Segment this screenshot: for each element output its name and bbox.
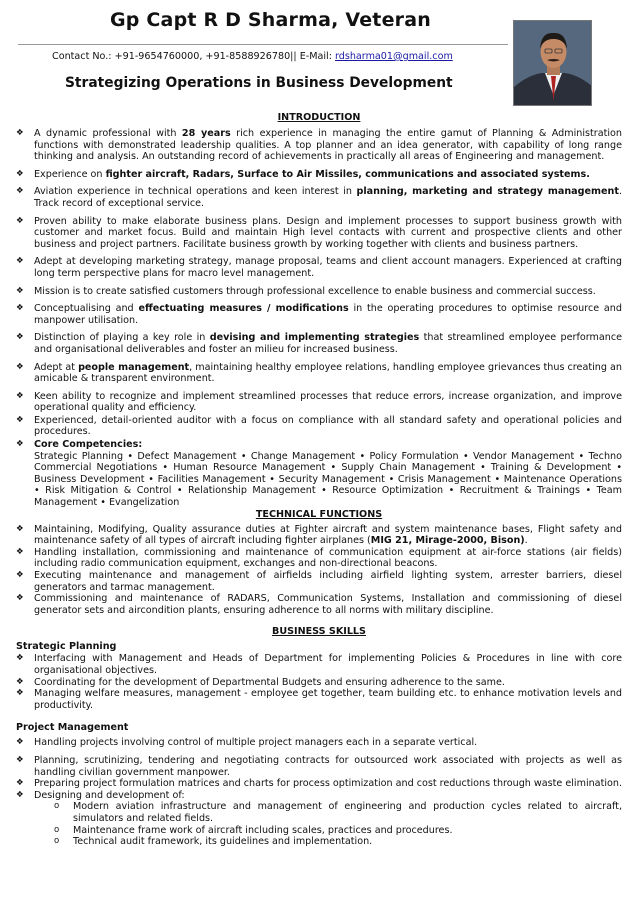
project-item: ❖ Handling projects involving control of multiple project managers each in a separate vertical. — [16, 737, 622, 749]
core-competencies-title: Core Competencies: — [34, 439, 143, 451]
technical-item: ❖ Maintaining, Modifying, Quality assurance duties at Fighter aircraft and system maintenance bases, Flight safety and maintenance safety of all types of aircraft including fighter airplanes (MIG 21, Mirage-2000, Bison). — [16, 524, 622, 547]
header-divider — [18, 44, 508, 45]
technical-item: ❖ Handling installation, commissioning and maintenance of communication equipment at air-force stations (air fields) including radio communication equipment, exchanges and non-directional beacons. — [16, 547, 622, 570]
strategic-item: ❖ Managing welfare measures, management - employee get together, team building etc. to enhance motivation levels and productivity. — [16, 688, 622, 711]
strategic-item: ❖ Coordinating for the development of Departmental Budgets and ensuring adherence to the same. — [16, 677, 622, 689]
core-competencies-text: Strategic Planning • Defect Management • Change Management • Policy Formulation • Vendor Management • Techno Commercial Negotiations • Human Resource Management • Supply Chain Management • Training & Development • Business Development • Facilities Management • Security Management • Crisis Management • Maintenance Operations • Risk Mitigation & Control • Relationship Management • Resource Optimization • Recruitment & Trainings • Team Management • Evangelization — [34, 450, 622, 509]
resume-header — [0, 0, 638, 108]
candidate-name: Gp Capt R D Sharma, Veteran — [110, 9, 431, 31]
technical-list — [16, 524, 622, 617]
project-item: ❖ Designing and development of: o Modern aviation infrastructure and management of engineering and production cycles related to aircraft, simulators and related fields. o Maintenance frame work of aircraft including scales, practices and procedures. o Technical audit framework, its guidelines and implementation. — [16, 790, 622, 848]
email-link[interactable]: rdsharma01@gmail.com — [334, 51, 453, 62]
intro-item: ❖ Adept at developing marketing strategy, manage proposal, teams and client account managers. Experienced at crafting long term perspective plans for macro level management. — [16, 256, 622, 279]
intro-item: ❖ Mission is to create satisfied customers through professional excellence to enable business and commercial success. — [16, 286, 622, 298]
project-management-heading: Project Management — [16, 722, 129, 734]
intro-item: ❖ A dynamic professional with 28 years rich experience in managing the entire gamut of Planning & Administration functions with demonstrated leadership qualities. A top planner and an idea generator, with capability of long range thinking and analysis. An outstanding record of achievements in practically all areas of Engineering and management. — [16, 128, 622, 163]
strategic-planning-heading: Strategic Planning — [16, 641, 117, 653]
business-heading: BUSINESS SKILLS — [272, 626, 366, 638]
design-subitem: o Modern aviation infrastructure and management of engineering and production cycles related to aircraft, simulators and related fields. — [54, 801, 622, 824]
intro-item: ❖ Experience on fighter aircraft, Radars, Surface to Air Missiles, communications and associated systems. — [16, 169, 622, 181]
design-sublist — [54, 801, 622, 847]
technical-heading: TECHNICAL FUNCTIONS — [255, 508, 383, 520]
project-item: ❖ Preparing project formulation matrices and charts for process optimization and cost reductions through waste elimination. — [16, 778, 622, 790]
intro-item: ❖ Conceptualising and effectuating measures / modifications in the operating procedures to optimise resource and manpower utilisation. — [16, 303, 622, 326]
technical-item: ❖ Commissioning and maintenance of RADARS, Communication Systems, Installation and commissioning of diesel generator sets and aircondition plants, ensuring adherence to all norms with military discipline. — [16, 593, 622, 616]
design-subitem: o Technical audit framework, its guidelines and implementation. — [54, 836, 622, 848]
core-competencies — [16, 439, 622, 509]
resume-body — [16, 112, 622, 848]
strategic-item: ❖ Interfacing with Management and Heads of Department for implementing Policies & Procedures in line with core organisational objectives. — [16, 653, 622, 676]
intro-item: ❖ Proven ability to make elaborate business plans. Design and implement processes to support business growth with customer and market focus. Build and maintain High level contacts with current and prospective clients and other business and project partners. Facilitate business growth by working together with clients and business partners. — [16, 216, 622, 251]
introduction-list — [16, 128, 622, 509]
intro-item: ❖ Aviation experience in technical operations and keen interest in planning, marketing and strategy management. Track record of exceptional service. — [16, 186, 622, 209]
project-list — [16, 737, 622, 847]
contact-line — [52, 51, 453, 63]
contact-numbers: Contact No.: +91-9654760000, +91-8588926780|| E-Mail: — [52, 51, 335, 62]
design-subitem: o Maintenance frame work of aircraft including scales, practices and procedures. — [54, 825, 622, 837]
profile-photo — [513, 20, 592, 106]
introduction-heading: INTRODUCTION — [277, 112, 361, 123]
project-item: ❖ Planning, scrutinizing, tendering and negotiating contracts for outsourced work associated with projects as well as handling civilian government manpower. — [16, 755, 622, 778]
intro-item: ❖ Adept at people management, maintaining healthy employee relations, handling employee grievances thus creating an amicable & transparent environment. — [16, 362, 622, 385]
intro-item: ❖ Distinction of playing a key role in devising and implementing strategies that streamlined employee performance and organisational deliverables and foster an milieu for increased business. — [16, 332, 622, 355]
resume-tagline: Strategizing Operations in Business Development — [65, 75, 453, 91]
strategic-list — [16, 653, 622, 711]
intro-item: ❖ Experienced, detail-oriented auditor with a focus on compliance with all standard safety and operational policies and procedures. — [16, 415, 622, 438]
technical-item: ❖ Executing maintenance and management of airfields including airfield lighting system, arrester barriers, diesel generators and tarmac management. — [16, 570, 622, 593]
intro-item: ❖ Keen ability to recognize and implement streamlined processes that reduce errors, increase organization, and improve operational quality and efficiency. — [16, 391, 622, 414]
